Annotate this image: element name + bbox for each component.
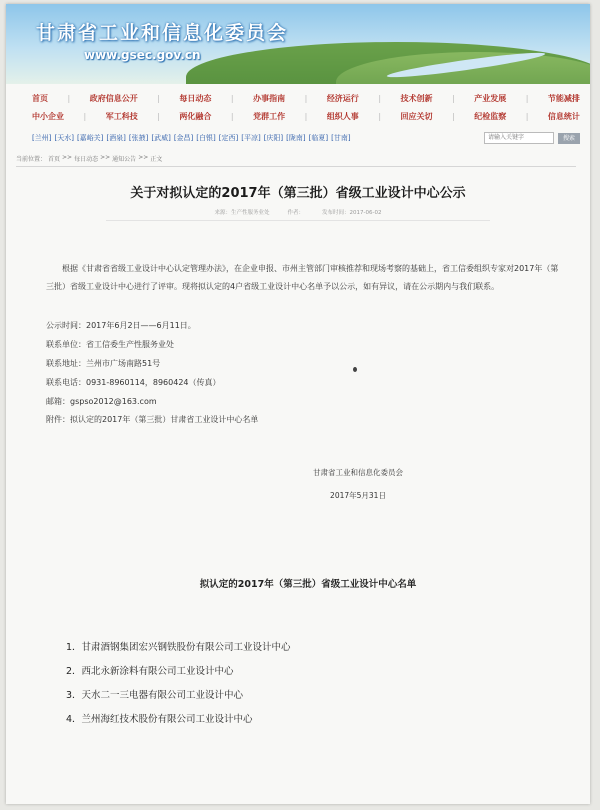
- article-source: 来源：生产性服务业处: [214, 210, 270, 216]
- publicity-period: 公示时间：2017年6月2日——6月11日。: [46, 321, 196, 330]
- nav-item-party-work[interactable]: 党群工作: [253, 111, 286, 121]
- city-link[interactable]: [临夏]: [308, 134, 329, 142]
- site-url[interactable]: www.gsec.gov.cn: [84, 48, 201, 62]
- list-item: 2．西北永新涂料有限公司工业设计中心: [66, 666, 234, 677]
- nav-item-response[interactable]: 回应关切: [400, 111, 433, 121]
- nav-separator: |: [452, 93, 455, 103]
- city-link-label: 临夏: [311, 134, 326, 142]
- city-link[interactable]: [嘉峪关]: [76, 134, 104, 142]
- list-item: 4．兰州海红技术股份有限公司工业设计中心: [66, 714, 253, 725]
- nav-separator: |: [157, 111, 160, 121]
- search-input[interactable]: [484, 132, 554, 144]
- nav-item-integration[interactable]: 两化融合: [179, 111, 212, 121]
- article-author: 作者：: [287, 210, 305, 216]
- nav-separator: |: [304, 93, 308, 103]
- list-item: 1．甘肃酒钢集团宏兴钢铁股份有限公司工业设计中心: [66, 642, 291, 653]
- list-title: 拟认定的2017年（第三批）省级工业设计中心名单: [199, 579, 417, 590]
- city-link-label: 定西: [221, 134, 236, 142]
- design-center-list: [66, 636, 546, 732]
- city-link-label: 天水: [57, 134, 72, 142]
- city-link[interactable]: [张掖]: [128, 134, 149, 142]
- city-link[interactable]: [白银]: [196, 134, 216, 142]
- nav-separator: |: [452, 111, 455, 121]
- city-link-label: 嘉峪关: [79, 134, 101, 142]
- breadcrumb-separator: >>: [100, 154, 111, 161]
- contact-address: 联系地址：兰州市广场南路51号: [46, 359, 161, 368]
- article-meta: [6, 208, 590, 216]
- nav-separator: |: [230, 93, 234, 103]
- nav-separator: |: [230, 111, 234, 121]
- city-link[interactable]: [陇南]: [286, 134, 306, 142]
- breadcrumb-separator: >>: [62, 154, 73, 161]
- city-link-label: 武威: [154, 134, 169, 142]
- city-link-label: 甘南: [333, 134, 348, 142]
- signature-date: 2017年5月31日: [330, 491, 386, 500]
- nav-separator: |: [304, 111, 308, 121]
- nav-item-gov-info[interactable]: 政府信息公开: [89, 93, 138, 103]
- nav-separator: |: [378, 93, 382, 103]
- city-link-label: 陇南: [288, 134, 303, 142]
- city-link-label: 酒泉: [109, 134, 124, 142]
- contact-email[interactable]: 邮箱：gspso2012@163.com: [46, 397, 157, 406]
- nav-item-home[interactable]: 首页: [32, 93, 48, 103]
- nav-separator: |: [157, 93, 160, 103]
- city-link[interactable]: [天水]: [54, 134, 74, 142]
- nav-separator: |: [525, 111, 529, 121]
- city-links: [32, 130, 580, 146]
- nav-item-statistics[interactable]: 信息统计: [547, 111, 580, 121]
- article-date: 发布时间：2017-06-02: [322, 210, 382, 216]
- breadcrumb: [16, 154, 162, 163]
- city-link-label: 金昌: [176, 134, 191, 142]
- nav-separator: |: [67, 93, 71, 103]
- signature-org: 甘肃省工业和信息化委员会: [313, 468, 403, 477]
- city-link[interactable]: [定西]: [218, 134, 239, 142]
- main-nav: [6, 88, 590, 124]
- city-link[interactable]: [平凉]: [241, 134, 261, 142]
- list-item: 3．天水二一三电器有限公司工业设计中心: [66, 690, 244, 701]
- city-link[interactable]: [兰州]: [32, 134, 52, 142]
- contact-phone: 联系电话：0931-8960114，8960424（传真）: [46, 378, 221, 387]
- meta-divider: [106, 220, 490, 221]
- nav-item-daily-news[interactable]: 每日动态: [179, 93, 212, 103]
- city-link-label: 平凉: [243, 134, 258, 142]
- city-link-label: 白银: [199, 134, 214, 142]
- nav-item-discipline[interactable]: 纪检监察: [474, 111, 507, 121]
- nav-item-energy-saving[interactable]: 节能减排: [547, 93, 580, 103]
- breadcrumb-home[interactable]: 首页: [48, 156, 61, 163]
- nav-item-sme[interactable]: 中小企业: [32, 111, 64, 121]
- city-link-label: 庆阳: [266, 134, 281, 142]
- nav-row-1: [32, 90, 580, 106]
- nav-item-personnel[interactable]: 组织人事: [326, 111, 359, 121]
- city-link[interactable]: [武威]: [151, 134, 171, 142]
- document-page: [6, 4, 590, 804]
- search-box: [484, 132, 580, 144]
- breadcrumb-label: 当前位置：: [16, 156, 47, 163]
- contact-unit: 联系单位：省工信委生产性服务业处: [46, 340, 174, 349]
- nav-row-2: [32, 108, 580, 124]
- search-button[interactable]: 搜索: [558, 133, 580, 144]
- nav-item-service-guide[interactable]: 办事指南: [253, 93, 286, 103]
- breadcrumb-current: 正文: [150, 156, 163, 163]
- article-title: 关于对拟认定的2017年（第三批）省级工业设计中心公示: [130, 186, 466, 201]
- breadcrumb-notices[interactable]: 通知公告: [112, 156, 137, 163]
- nav-item-economy[interactable]: 经济运行: [326, 93, 359, 103]
- nav-separator: |: [83, 111, 87, 121]
- city-link[interactable]: [庆阳]: [263, 134, 284, 142]
- site-title[interactable]: 甘肃省工业和信息化委员会: [36, 22, 289, 44]
- attachment-link[interactable]: 附件：拟认定的2017年（第三批）甘肃省工业设计中心名单: [46, 415, 259, 424]
- city-link[interactable]: [甘南]: [331, 134, 351, 142]
- nav-item-industry[interactable]: 产业发展: [474, 93, 507, 103]
- city-link-label: 张掖: [131, 134, 146, 142]
- nav-item-innovation[interactable]: 技术创新: [400, 93, 433, 103]
- breadcrumb-separator: >>: [138, 154, 149, 161]
- breadcrumb-daily-news[interactable]: 每日动态: [74, 156, 99, 163]
- breadcrumb-divider: [16, 166, 576, 167]
- city-link-label: 兰州: [34, 134, 49, 142]
- city-link[interactable]: [金昌]: [173, 134, 194, 142]
- ink-mark: [353, 367, 357, 372]
- article-paragraph: 根据《甘肃省省级工业设计中心认定管理办法》，在企业申报、市州主管部门审核推荐和现场考察的基础上，省工信委组织专家对2017年（第三批）省级工业设计中心进行了评审。现将拟认定的4户省级工业设计中心名单予以公示，如有异议，请在公示期内与我们联系。: [46, 264, 559, 291]
- nav-separator: |: [525, 93, 529, 103]
- nav-item-military-tech[interactable]: 军工科技: [105, 111, 138, 121]
- nav-separator: |: [378, 111, 382, 121]
- site-banner: [6, 4, 590, 84]
- city-link[interactable]: [酒泉]: [106, 134, 126, 142]
